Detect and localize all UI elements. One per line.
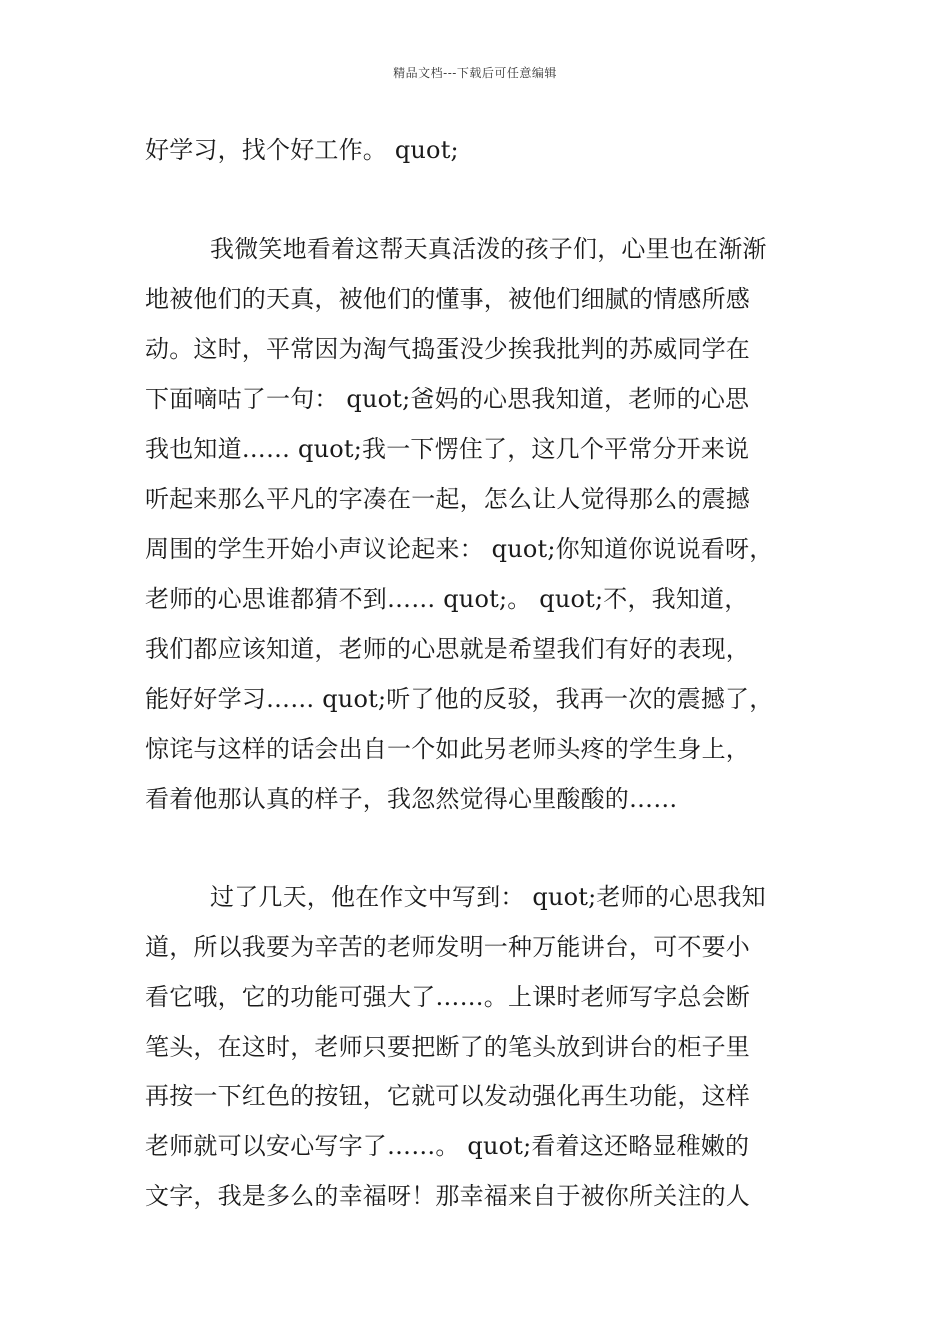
paragraph-2-line-3: 动。这时，平常因为淘气捣蛋没少挨我批判的苏威同学在 [145,335,750,363]
paragraph-2-line-8: 老师的心思谁都猜不到…… quot;。 quot;不，我知道， [145,585,749,613]
paragraph-3-line-4: 笔头，在这时，老师只要把断了的笔头放到讲台的柜子里 [145,1033,750,1061]
paragraph-3-line-7: 文字，我是多么的幸福呀！那幸福来自于被你所关注的人 [145,1182,750,1210]
paragraph-2-line-2: 地被他们的天真，被他们的懂事，被他们细腻的情感所感 [145,285,750,313]
paragraph-2-line-10: 能好好学习…… quot;听了他的反驳，我再一次的震撼了， [145,685,774,713]
paragraph-2-line-6: 听起来那么平凡的字凑在一起，怎么让人觉得那么的震撼 [145,485,750,513]
paragraph-3-line-2: 道，所以我要为辛苦的老师发明一种万能讲台，可不要小 [145,933,750,961]
paragraph-2-line-1: 我微笑地看着这帮天真活泼的孩子们，心里也在渐渐 [210,235,767,263]
paragraph-3-line-1: 过了几天，他在作文中写到： quot;老师的心思我知 [210,883,766,911]
page-header: 精品文档---下载后可任意编辑 [393,66,557,80]
paragraph-2-line-4: 下面嘀咕了一句： quot;爸妈的心思我知道，老师的心思 [145,385,750,413]
paragraph-3-line-5: 再按一下红色的按钮，它就可以发动强化再生功能，这样 [145,1082,750,1110]
paragraph-3-line-6: 老师就可以安心写字了……。 quot;看着这还略显稚嫩的 [145,1132,750,1160]
paragraph-2-line-7: 周围的学生开始小声议论起来： quot;你知道你说说看呀， [145,535,774,563]
paragraph-3-line-3: 看它哦，它的功能可强大了……。上课时老师写字总会断 [145,983,750,1011]
paragraph-2-line-12: 看着他那认真的样子，我忽然觉得心里酸酸的…… [145,785,678,813]
paragraph-2-line-11: 惊诧与这样的话会出自一个如此另老师头疼的学生身上， [145,735,750,763]
paragraph-1-line-1: 好学习，找个好工作。 quot; [145,136,459,164]
paragraph-2-line-9: 我们都应该知道，老师的心思就是希望我们有好的表现， [145,635,750,663]
paragraph-2-line-5: 我也知道…… quot;我一下愣住了，这几个平常分开来说 [145,435,750,463]
